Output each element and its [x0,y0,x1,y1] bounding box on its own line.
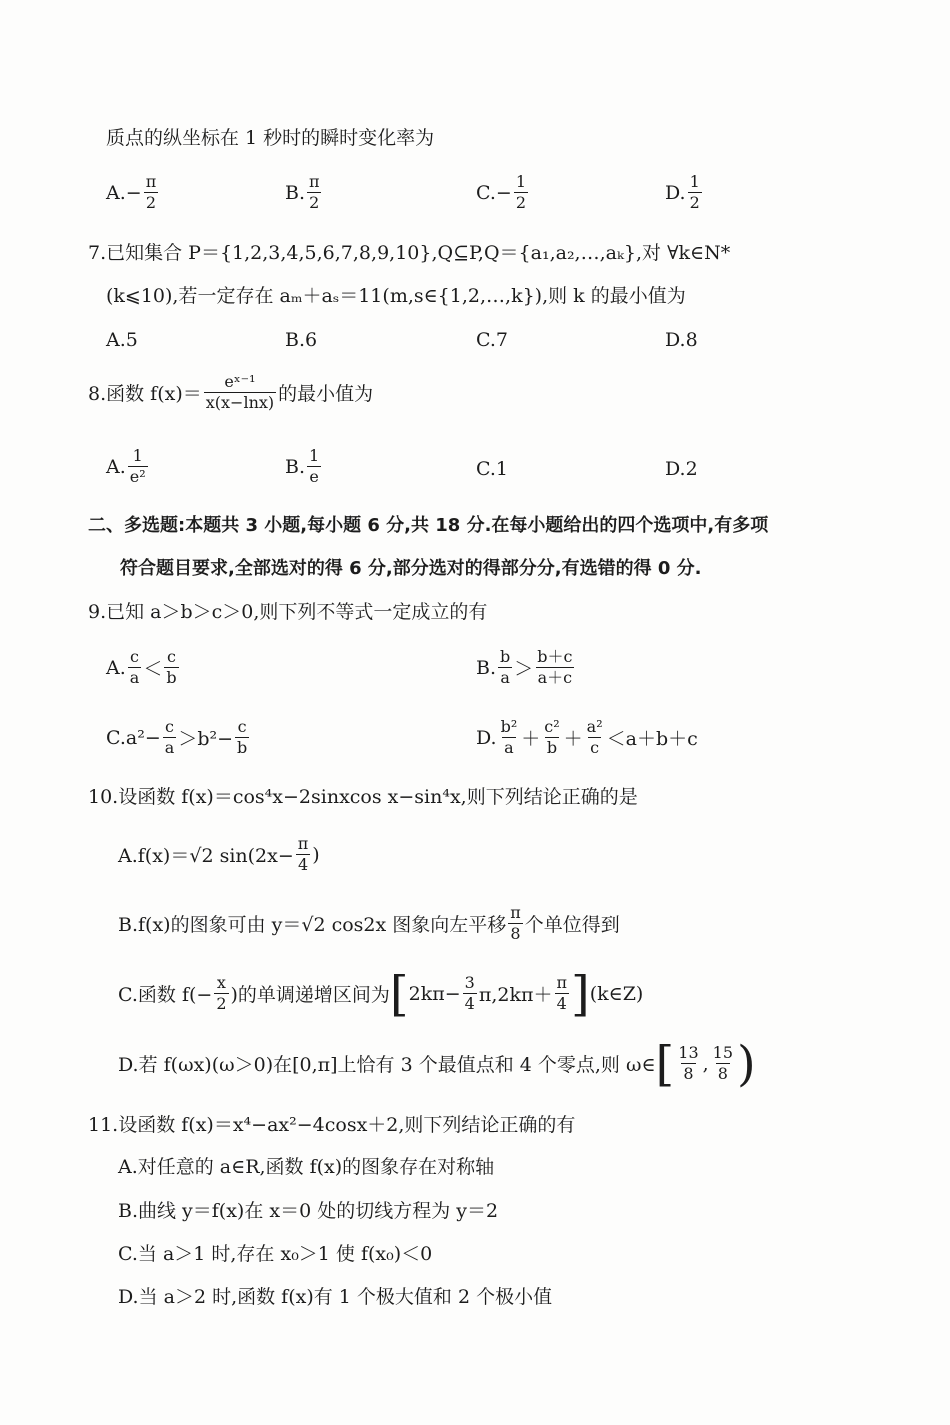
option-b: B.6 [285,329,318,351]
option-label: B. [285,181,306,204]
fraction: $\frac{c}{a}$ [164,717,175,757]
fraction: $\frac{b}{a}$ [500,647,511,687]
question-text: 质点的纵坐标在 1 秒时的瞬时变化率为 [106,127,435,149]
fraction: $\frac{\text{eˣ⁻¹}}{x(x-\ln x)}$ [205,372,275,412]
fraction: $\frac{c}{a}$ [129,647,140,687]
option-c: C.当 a＞1 时,存在 x₀＞1 使 f(x₀)＜0 [118,1243,433,1265]
fraction: $\frac{\text{a²}}{c}$ [586,717,603,757]
question-8-stem: 8.函数 f(x)＝ $\frac{\text{eˣ⁻¹}}{x(x-\ln x)}$ 的最小值为 [88,372,374,412]
fraction: $\frac{\pi}{2}$ [145,172,157,212]
option-b: B. $\frac{1}{e}$ [285,446,320,486]
option-a: A.5 [106,329,138,351]
question-10-stem: 10.设函数 f(x)＝cos⁴x−2sinxcos x−sin⁴x,则下列结论正确的是 [88,786,638,808]
section-heading: 二、多选题:本题共 3 小题,每小题 6 分,共 18 分.在每小题给出的四个选项中,有多项 [88,515,769,536]
fraction: $\frac{1}{\text{e²}}$ [129,446,146,486]
fraction: $\frac{\text{b²}}{a}$ [500,717,518,757]
question-7-stem: 7.已知集合 P＝{1,2,3,4,5,6,7,8,9,10},Q⊆P,Q＝{a₁,a₂,…,aₖ},对 ∀k∈N* [88,242,731,264]
option-d: D. $\frac{\text{b²}}{a}$ ＋ $\frac{\text{c²}}{b}$ ＋ $\frac{\text{a²}}{c}$ ＜a＋b＋c [476,717,698,757]
option-d: D.若 f(ωx)(ω＞0)在[0,π]上恰有 3 个最值点和 4 个零点,则 ω∈ [ $\frac{13}{8}$ , $\frac{15}{8}$ ) [118,1035,756,1092]
option-b: B. $\frac{b}{a}$ ＞ $\frac{b+c}{a+c}$ [476,647,573,687]
fraction: $\frac{1}{2}$ [689,172,700,212]
option-c: C.a²− $\frac{c}{a}$ ＞b²− $\frac{c}{b}$ [106,717,248,757]
fraction: $\frac{c}{b}$ [237,717,248,757]
question-9-stem: 9.已知 a＞b＞c＞0,则下列不等式一定成立的有 [88,601,488,623]
fraction: $\frac{3}{4}$ [464,973,475,1013]
option-d [665,172,704,213]
option-d: D.2 [665,458,698,480]
option-label: A.− [106,181,142,204]
fraction: $\frac{\pi}{2}$ [309,172,320,212]
fraction: $\frac{\pi}{8}$ [510,903,521,943]
option-label: C.− [476,181,512,204]
option-c: C.1 [476,458,508,480]
fraction: $\frac{15}{8}$ [712,1043,734,1083]
fraction: $\frac{c}{b}$ [166,647,177,687]
fraction: $\frac{13}{8}$ [678,1043,699,1083]
option-c [476,172,530,213]
option-a [106,172,160,213]
fraction: $\frac{1}{2}$ [515,172,527,212]
option-a: A. $\frac{c}{a}$ ＜ $\frac{c}{b}$ [106,647,177,687]
fraction: $\frac{\pi}{4}$ [556,973,567,1013]
option-label: D. [665,181,686,204]
fraction: $\frac{\pi}{4}$ [297,834,309,874]
option-b: B.曲线 y＝f(x)在 x＝0 处的切线方程为 y＝2 [118,1200,499,1222]
option-a: A.f(x)＝√2 sin(2x− $\frac{\pi}{4}$ ) [118,834,320,874]
question-7-stem-cont: (k⩽10),若一定存在 aₘ＋aₛ＝11(m,s∈{1,2,…,k}),则 k 的最小值为 [106,285,686,307]
fraction: $\frac{b+c}{a+c}$ [537,647,573,687]
option-c: C.函数 f(− $\frac{x}{2}$ )的单调递增区间为 [ 2kπ− $\frac{3}{4}$ π,2kπ＋ $\frac{\pi}{4}$ ] (k∈Z) [118,965,644,1022]
fraction: $\frac{\text{c²}}{b}$ [544,717,560,757]
option-d: D.当 a＞2 时,函数 f(x)有 1 个极大值和 2 个极小值 [118,1286,553,1308]
option-b: B.f(x)的图象可由 y＝√2 cos2x 图象向左平移 $\frac{\pi}{8}$ 个单位得到 [118,903,620,943]
option-b [285,172,324,213]
option-a: A. $\frac{1}{\text{e²}}$ [106,446,146,486]
option-a: A.对任意的 a∈R,函数 f(x)的图象存在对称轴 [118,1156,495,1178]
fraction: $\frac{x}{2}$ [216,973,227,1013]
option-c: C.7 [476,329,508,351]
question-11-stem: 11.设函数 f(x)＝x⁴−ax²−4cosx＋2,则下列结论正确的有 [88,1114,576,1136]
option-d: D.8 [665,329,698,351]
section-heading-cont: 符合题目要求,全部选对的得 6 分,部分选对的得部分分,有选错的得 0 分. [120,558,702,579]
fraction: $\frac{1}{e}$ [309,446,320,486]
